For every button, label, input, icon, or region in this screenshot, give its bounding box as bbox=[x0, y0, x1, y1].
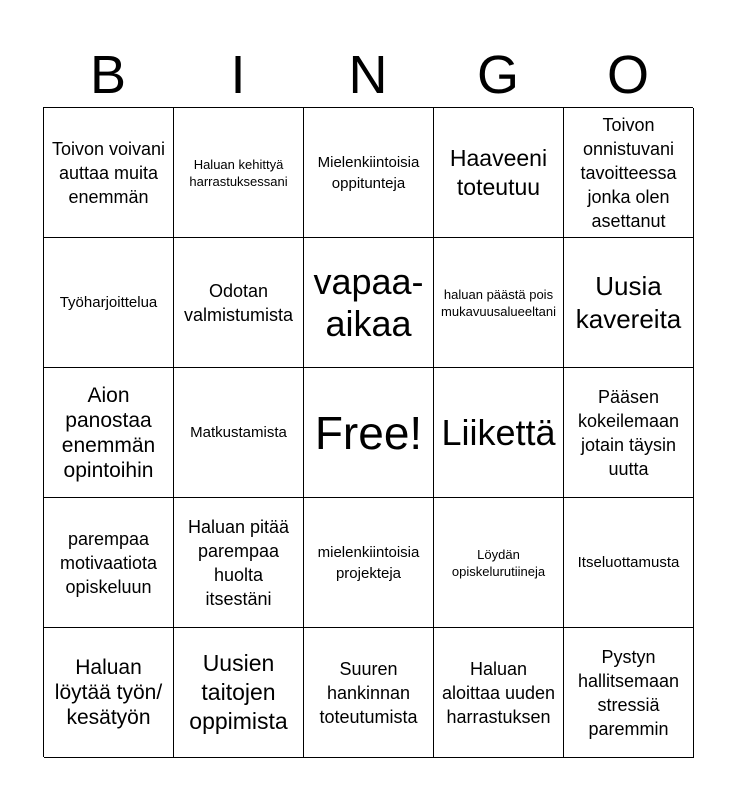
bingo-cell bbox=[304, 498, 434, 628]
header-letter-g: G bbox=[476, 45, 519, 105]
bingo-cell bbox=[44, 368, 174, 498]
header-letter-n: N bbox=[348, 45, 388, 105]
bingo-cell bbox=[434, 368, 564, 498]
header-letter-o: O bbox=[606, 45, 649, 105]
bingo-cell bbox=[434, 628, 564, 758]
cell-text: Free! bbox=[314, 406, 423, 459]
bingo-cell bbox=[44, 498, 174, 628]
bingo-cell bbox=[174, 108, 304, 238]
bingo-cell bbox=[564, 498, 694, 628]
bingo-cell bbox=[174, 238, 304, 368]
free-space bbox=[304, 368, 434, 498]
cell-text: Pääsen kokeilemaan jotain täysin uutta bbox=[577, 386, 680, 479]
bingo-cell bbox=[564, 368, 694, 498]
cell-text: parempaa motivaatiota opiskeluun bbox=[59, 528, 158, 597]
bingo-cell bbox=[564, 238, 694, 368]
cell-text: Mielenkiintoisia oppitunteja bbox=[317, 153, 420, 192]
bingo-cell bbox=[434, 108, 564, 238]
bingo-cell bbox=[174, 628, 304, 758]
cell-text: Aion panostaa enemmän opintoihin bbox=[61, 383, 156, 482]
bingo-cell bbox=[174, 498, 304, 628]
cell-text: Suuren hankinnan toteutumista bbox=[319, 658, 418, 727]
cell-text: Löydän opiskelurutiineja bbox=[451, 546, 546, 579]
bingo-cell bbox=[174, 368, 304, 498]
cell-text: Toivon voivani auttaa muita enemmän bbox=[51, 138, 166, 207]
cell-text: Haluan kehittyä harrastuksessani bbox=[189, 156, 288, 189]
bingo-cell bbox=[44, 238, 174, 368]
cell-text: Työharjoittelua bbox=[59, 294, 158, 311]
cell-text: vapaa-aikaa bbox=[313, 260, 424, 344]
cell-text: Toivon onnistuvani tavoitteessa jonka olen asettanut bbox=[580, 114, 677, 231]
cell-text: Pystyn hallitsemaan stressiä paremmin bbox=[577, 646, 680, 739]
header-letter-i: I bbox=[230, 45, 246, 105]
bingo-cell bbox=[434, 498, 564, 628]
cell-text: Uusia kavereita bbox=[575, 270, 682, 334]
cell-text: Liikettä bbox=[441, 411, 556, 453]
cell-text: Uusien taitojen oppimista bbox=[189, 650, 288, 734]
bingo-cell bbox=[304, 108, 434, 238]
cell-text: Odotan valmistumista bbox=[183, 280, 294, 325]
header-letter-b: B bbox=[89, 45, 127, 105]
bingo-cell bbox=[304, 238, 434, 368]
cell-text: Matkustamista bbox=[190, 424, 287, 441]
bingo-cell bbox=[44, 108, 174, 238]
bingo-grid bbox=[43, 107, 693, 757]
bingo-cell bbox=[304, 628, 434, 758]
bingo-cell bbox=[564, 108, 694, 238]
bingo-cell bbox=[44, 628, 174, 758]
cell-text: Itseluottamusta bbox=[577, 554, 680, 571]
cell-text: Haluan pitää parempaa huolta itsestäni bbox=[187, 516, 290, 609]
cell-text: Haluan löytää työn/ kesätyön bbox=[54, 656, 163, 729]
bingo-cell bbox=[564, 628, 694, 758]
cell-text: Haaveeni toteutuu bbox=[449, 144, 548, 200]
bingo-header bbox=[43, 40, 693, 110]
cell-text: Haluan aloittaa uuden harrastuksen bbox=[441, 658, 556, 727]
bingo-cell bbox=[434, 238, 564, 368]
cell-text: haluan päästä pois mukavuusalueeltani bbox=[441, 286, 556, 319]
cell-text: mielenkiintoisia projekteja bbox=[317, 543, 420, 582]
